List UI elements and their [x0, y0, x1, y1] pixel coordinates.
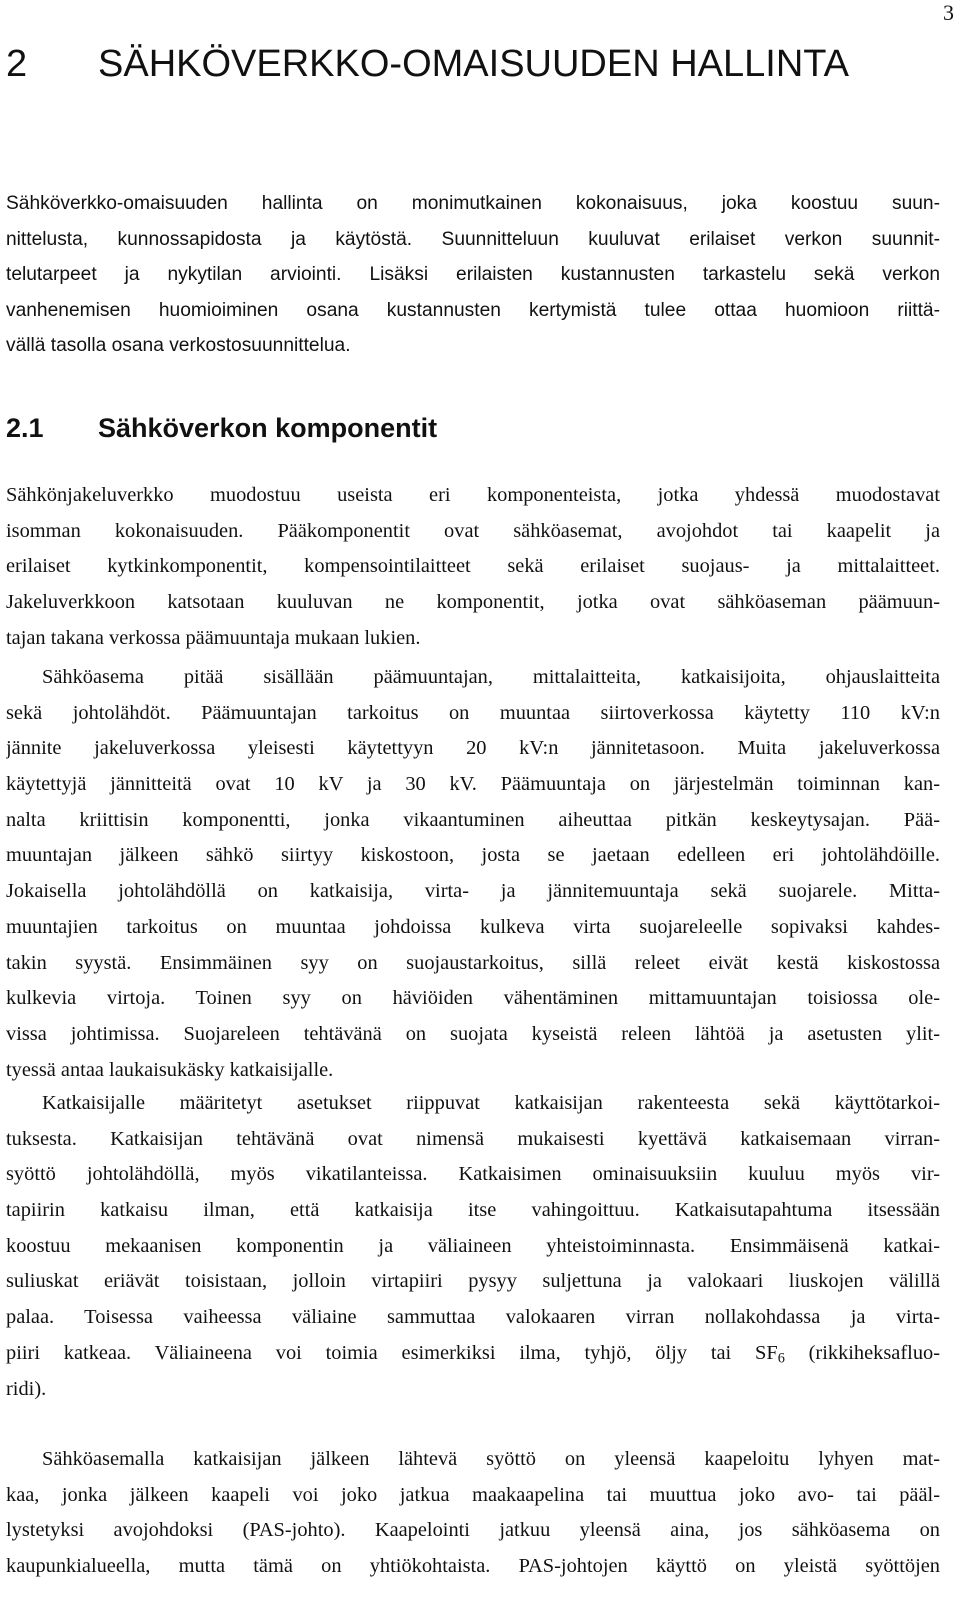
- intro-line: nittelusta, kunnossapidosta ja käytöstä. Suunnitteluun kuuluvat erilaiset verkon suunnit-: [6, 228, 940, 250]
- section-heading: [6, 408, 437, 448]
- paragraph-line: lystetyksi avojohdoksi (PAS-johto). Kaapelointi jatkuu yleensä aina, jos sähköasema on: [6, 1519, 940, 1542]
- paragraph-line: Sähkönjakeluverkko muodostuu useista eri komponenteista, jotka yhdessä muodostavat: [6, 484, 940, 506]
- paragraph-line: kaa, jonka jälkeen kaapeli voi joko jatkua maakaapelina tai muuttua joko avo- tai pääl-: [6, 1483, 940, 1506]
- paragraph-line: Sähköasema pitää sisällään päämuuntajan, mittalaitteita, katkaisijoita, ohjauslaitteita: [42, 666, 940, 688]
- section-number: 2.1: [6, 413, 44, 443]
- paragraph-line: jännite jakeluverkossa yleisesti käytettyyn 20 kV:n jännitetasoon. Muita jakeluverkossa: [6, 737, 940, 760]
- cable-paragraph: [6, 1442, 940, 1585]
- chapter-heading: [6, 40, 849, 88]
- intro-line: telutarpeet ja nykytilan arviointi. Lisäksi erilaisten kustannusten tarkastelu sekä verkon: [6, 264, 940, 286]
- paragraph-line: käytettyjä jännitteitä ovat 10 kV ja 30 kV. Päämuuntaja on järjestelmän toiminnan kan-: [6, 773, 940, 796]
- paragraph-line: tapiirin katkaisu ilman, että katkaisija itse vahingoittuu. Katkaisutapahtuma itsessään: [6, 1199, 940, 1222]
- intro-line: Sähköverkko-omaisuuden hallinta on monimutkainen kokonaisuus, joka koostuu suun-: [6, 193, 940, 214]
- paragraph-line: koostuu mekaanisen komponentin ja väliaineen yhteistoiminnasta. Ensimmäisenä katkai-: [6, 1234, 940, 1257]
- paragraph-line: tyessä antaa laukaisukäsky katkaisijalle.: [6, 1058, 334, 1081]
- substation-paragraph: [6, 660, 940, 1088]
- sf6-before: piiri katkeaa. Väliaineena voi toimia esimerkiksi ilma, tyhjö, öljy tai SF: [6, 1341, 778, 1364]
- paragraph-line: palaa. Toisessa vaiheessa väliaine sammuttaa valokaaren virran nollakohdassa ja virta-: [6, 1306, 940, 1329]
- paragraph-line: muuntajan jälkeen sähkö siirtyy kiskostoon, josta se jaetaan edelleen eri johtolähdöille.: [6, 844, 940, 867]
- paragraph-line: Katkaisijalle määritetyt asetukset riippuvat katkaisijan rakenteesta sekä käyttötarkoi-: [42, 1092, 940, 1114]
- components-paragraph: [6, 478, 940, 656]
- paragraph-line: Jakeluverkkoon katsotaan kuuluvan ne komponentit, jotka ovat sähköaseman päämuun-: [6, 591, 940, 614]
- paragraph-line: suliuskat eriävät toisistaan, jolloin virtapiiri pysyy suljettuna ja valokaari liuskojen välillä: [6, 1270, 940, 1293]
- chapter-title: SÄHKÖVERKKO-OMAISUUDEN HALLINTA: [98, 43, 850, 85]
- intro-line: vanhenemisen huomioiminen osana kustannusten kertymistä tulee ottaa huomioon riittä-: [6, 299, 940, 321]
- breaker-paragraph: [6, 1086, 940, 1407]
- paragraph-line: tuksesta. Katkaisijan tehtävänä ovat nimensä mukaisesti kyettävä katkaisemaan virran-: [6, 1127, 940, 1150]
- paragraph-line: isomman kokonaisuuden. Pääkomponentit ovat sähköasemat, avojohdot tai kaapelit ja: [6, 519, 940, 542]
- page-number: 3: [943, 0, 954, 25]
- sf6-after: (rikkiheksafluo-: [784, 1341, 940, 1364]
- paragraph-line: tajan takana verkossa päämuuntaja mukaan lukien.: [6, 626, 421, 649]
- paragraph-line: muuntajien tarkoitus on muuntaa johdoissa kulkeva virta suojareleelle sopivaksi kahdes-: [6, 915, 940, 938]
- sf6-subscript: 6: [777, 1350, 785, 1367]
- paragraph-line: nalta kriittisin komponentti, jonka vikaantuminen aiheuttaa pitkän keskeytysajan. Pää-: [6, 808, 940, 831]
- paragraph-line: takin syystä. Ensimmäinen syy on suojaustarkoitus, sillä releet eivät kestä kiskostossa: [6, 951, 940, 974]
- paragraph-line: ridi).: [6, 1377, 47, 1400]
- paragraph-line: syöttö johtolähdöllä, myös vikatilanteissa. Katkaisimen ominaisuuksiin kuuluu myös vir-: [6, 1163, 940, 1186]
- paragraph-line: erilaiset kytkinkomponentit, kompensointilaitteet sekä erilaiset suojaus- ja mittalaitteet.: [6, 555, 940, 578]
- section-title: Sähköverkon komponentit: [98, 413, 438, 443]
- paragraph-line: vissa johtimissa. Suojareleen tehtävänä on suojata kyseistä releen lähtöä ja asetusten ylit-: [6, 1022, 940, 1045]
- paragraph-line: kaupunkialueella, mutta tämä on yhtiökohtaista. PAS-johtojen käyttö on yleistä syöttöjen: [6, 1555, 940, 1578]
- paragraph-line: kulkevia virtoja. Toinen syy on häviöiden vähentäminen mittamuuntajan toisiossa ole-: [6, 987, 940, 1010]
- paragraph-line: Sähköasemalla katkaisijan jälkeen lähtevä syöttö on yleensä kaapeloitu lyhyen mat-: [42, 1448, 940, 1470]
- paragraph-line: Jokaisella johtolähdöllä on katkaisija, virta- ja jännitemuuntaja sekä suojarele. Mitta-: [6, 880, 940, 903]
- intro-paragraph: [6, 186, 940, 364]
- chapter-number: 2: [6, 43, 28, 85]
- intro-line: vällä tasolla osana verkostosuunnittelua.: [6, 335, 351, 357]
- paragraph-line: sekä johtolähdöt. Päämuuntajan tarkoitus on muuntaa siirtoverkossa käytetty 110 kV:n: [6, 701, 940, 724]
- paragraph-line-sf6: [6, 1336, 940, 1372]
